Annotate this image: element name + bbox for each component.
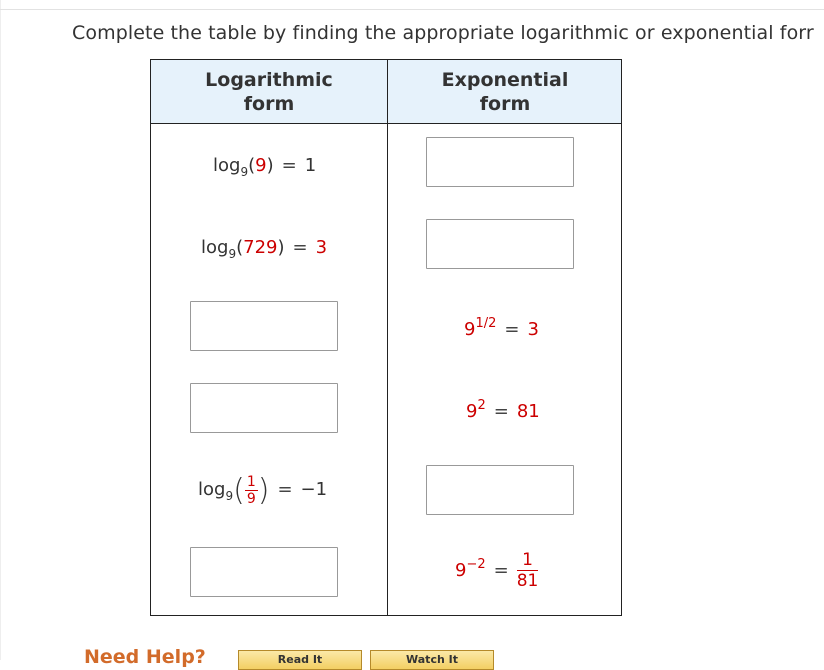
column-divider bbox=[387, 60, 388, 615]
log-expression-row5: $\log_9$( $\frac{1}{9}$ ) = −1 bbox=[198, 473, 328, 508]
log-expression-row1: $\log_9(9) = 1$ bbox=[213, 155, 317, 179]
exponential-answer-input-row5[interactable] bbox=[426, 465, 574, 515]
left-border bbox=[0, 0, 1, 660]
header-logarithmic-form: Logarithmic form bbox=[205, 69, 333, 115]
header-exponential-form: Exponential form bbox=[441, 69, 569, 115]
instruction-text: Complete the table by finding the appropriate logarithmic or exponential forr bbox=[72, 22, 814, 44]
logarithmic-answer-input-row6[interactable] bbox=[190, 547, 338, 597]
watch-it-button[interactable]: Watch It bbox=[370, 650, 494, 670]
read-it-button[interactable]: Read It bbox=[238, 650, 362, 670]
log-exp-table bbox=[150, 59, 622, 616]
need-help-label: Need Help? bbox=[84, 646, 206, 668]
exp-expression-row3: $9^{1/2} = 3$ bbox=[464, 316, 539, 340]
top-divider bbox=[0, 9, 824, 10]
table-header bbox=[151, 60, 621, 124]
exp-expression-row4: $9^2 = 81$ bbox=[466, 398, 540, 422]
exp-expression-row6: $9^{-2}$ = $\frac{1}{81}$ bbox=[455, 550, 539, 591]
exponential-answer-input-row1[interactable] bbox=[426, 137, 574, 187]
fraction-one-eighty-first: $\frac{1}{81}$ bbox=[516, 550, 539, 591]
logarithmic-answer-input-row4[interactable] bbox=[190, 383, 338, 433]
logarithmic-answer-input-row3[interactable] bbox=[190, 301, 338, 351]
exponential-answer-input-row2[interactable] bbox=[426, 219, 574, 269]
fraction-one-ninth: $\frac{1}{9}$ bbox=[246, 473, 256, 507]
log-expression-row2: $\log_9(729) = 3$ bbox=[201, 237, 328, 261]
